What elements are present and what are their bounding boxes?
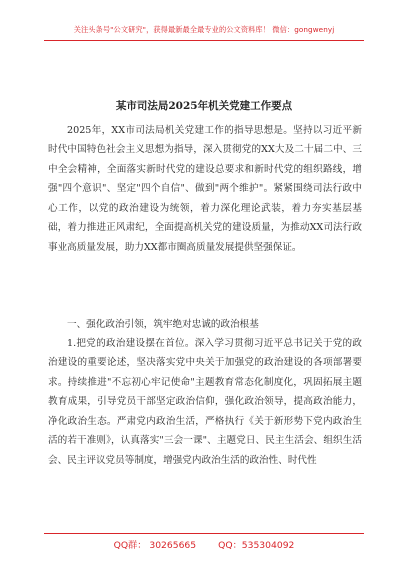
footer-rule — [44, 533, 364, 534]
header-banner: 关注头条号"公文研究"，获得最新最全最专业的公文资料库！ 微信：gongwenyj — [73, 25, 335, 34]
section-heading: 一、强化政治引领，筑牢绝对忠诚的政治根基 — [67, 319, 259, 330]
header-rule — [44, 40, 364, 41]
paragraph: 2025年，XX市司法局机关党建工作的指导思想是。坚持以习近平新时代中国特色社会主义思想为指导，深入贯彻党的XX大及二十届二中、三中全会精神，全面落实新时代党的建设总要求和新时代党的组织路线，增强"四个意识"、坚定"四个自信"、做到"两个维护"。紧紧围绕司法行政中心工作，以党的政治建设为统领，着力深化理论武装，着力夯实基层基础，着力推进正风肃纪，全面提高机关党的建设质量，为推动XX司法行政事业高质量发展，助力XX都市圈高质量发展提供坚强保证。 — [48, 125, 362, 253]
footer-qq-group: QQ群： 30265665 — [113, 540, 197, 551]
paragraph: 1.把党的政治建设摆在首位。深入学习贯彻习近平总书记关于党的政治建设的重要论述，坚决落实党中央关于加强党的政治建设的各项部署要求。持续推进"不忘初心牢记使命"主题教育常态化制度化，巩固拓展主题教育成果，引导党员干部坚定政治信仰，强化政治领导，提高政治能力，净化政治生态。严肃党内政治生活，严格执行《关于新形势下党内政治生活的若干准则》，认真落实"三会一课"、主题党日、民主生活会、组织生活会、民主评议党员等制度，增强党内政治生活的政治性、时代性 — [48, 338, 362, 466]
document-title: 某市司法局2025年机关党建工作要点 — [115, 100, 293, 112]
footer-qq: QQ：535304092 — [218, 540, 295, 551]
footer-contact — [0, 537, 408, 551]
